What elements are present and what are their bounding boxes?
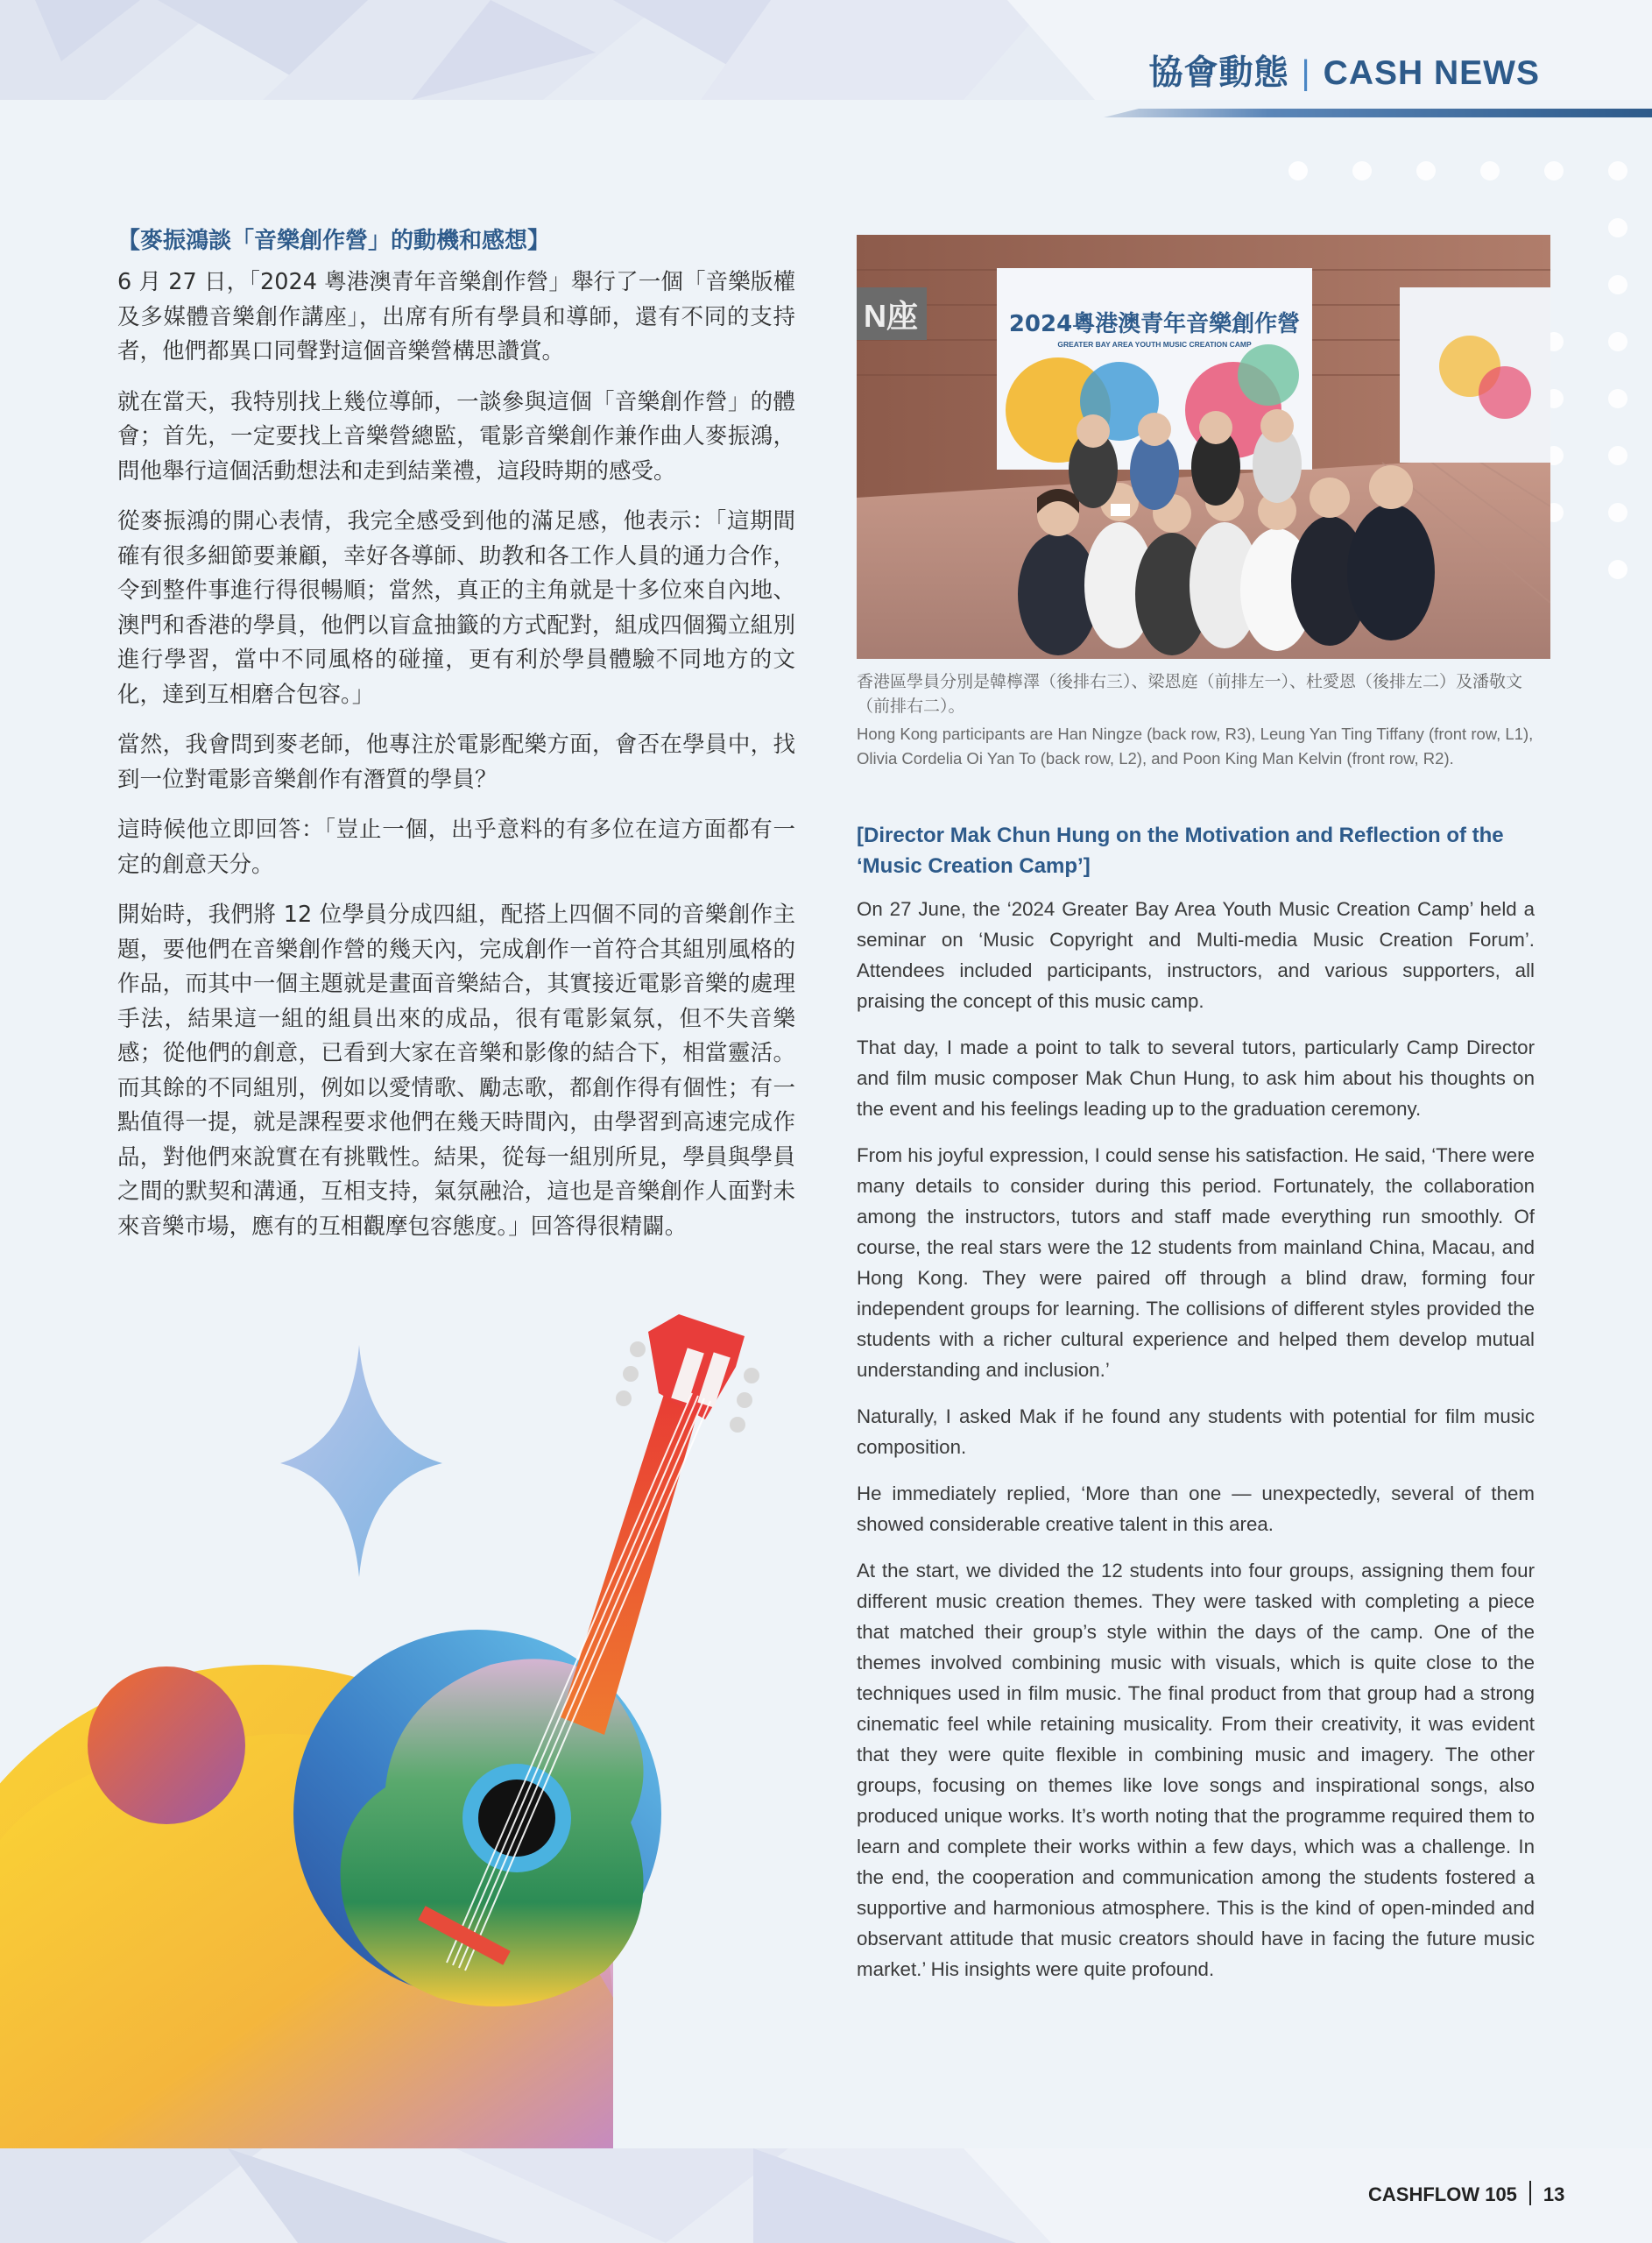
zh-paragraph: 這時候他立即回答：「豈止一個，出乎意料的有多位在這方面都有一定的創意天分。 <box>117 817 795 878</box>
magazine-name: CASHFLOW 105 <box>1368 2183 1517 2205</box>
header-title-en: CASH NEWS <box>1323 54 1540 92</box>
zh-paragraph: 6 月 27 日，「2024 粵港澳青年音樂創作營」舉行了一個「音樂版權及多媒體音樂創作講座」，出席有所有學員和導師，還有不同的支持者，他們都異口同聲對這個音樂營構思讚賞。 <box>117 269 795 364</box>
group-photo <box>857 235 1550 659</box>
en-paragraph: He immediately replied, ‘More than one — unexpectedly, several of them showed considerable creative talent in this area. <box>857 1482 1535 1535</box>
zh-paragraph: 開始時，我們將 12 位學員分成四組，配搭上四個不同的音樂創作主題，要他們在音樂創作營的幾天內，完成創作一首符合其組別風格的作品，而其中一個主題就是畫面音樂結合，其實接近電影音樂的處理手法，結果這一組的組員出來的成品，很有電影氣氛，但不失音樂感；從他們的創意，已看到大家在音樂和影像的結合下，相當靈活。而其餘的不同組別，例如以愛情歌、勵志歌，都創作得有個性；有一點值得一提，就是課程要求他們在幾天時間內，由學習到高速完成作品，對他們來說實在有挑戰性。結果，從每一組別所見，學員與學員之間的默契和溝通，互相支持，氣氛融洽，這也是音樂創作人面對未來音樂市場，應有的互相觀摩包容態度。」回答得很精闢。 <box>117 902 795 1240</box>
footer-divider <box>1529 2181 1531 2205</box>
caption-zh: 香港區學員分別是韓檸澤（後排右三）、梁恩庭（前排左一）、杜愛恩（後排左二）及潘敬文（前排右二）。 <box>857 672 1523 716</box>
chinese-article <box>117 223 795 1260</box>
zh-paragraph: 當然，我會問到麥老師，他專注於電影配樂方面，會否在學員中，找到一位對電影音樂創作有潛質的學員？ <box>117 732 795 793</box>
banner-title: 2024粵港澳青年音樂創作營 <box>1008 311 1301 337</box>
header-title-zh: 協會動態 <box>1148 54 1289 92</box>
guitar-illustration <box>0 1297 788 2155</box>
header-rule <box>1104 109 1652 117</box>
photo-caption <box>857 669 1550 771</box>
en-paragraph: On 27 June, the ‘2024 Greater Bay Area Youth Music Creation Camp’ held a seminar on ‘Music Copyright and Multi-media Music Creation Forum’. Attendees included participants, instructors, and various supporters, all praising the concept of this music camp. <box>857 898 1535 1012</box>
page-number: 13 <box>1543 2183 1565 2205</box>
zh-article-heading: 【麥振鴻談「音樂創作營」的動機和感想】 <box>117 227 551 253</box>
building-sign: N座 <box>864 298 918 334</box>
zh-paragraph: 就在當天，我特別找上幾位導師，一談參與這個「音樂創作營」的體會；首先，一定要找上音樂營總監，電影音樂創作兼作曲人麥振鴻，問他舉行這個活動想法和走到結業禮，這段時期的感受。 <box>117 388 795 485</box>
en-paragraph: That day, I made a point to talk to several tutors, particularly Camp Director and film music composer Mak Chun Hung, to ask him about his thoughts on the event and his feelings leading up to the graduation ceremony. <box>857 1037 1535 1120</box>
zh-paragraph: 從麥振鴻的開心表情，我完全感受到他的滿足感，他表示：「這期間確有很多細節要兼顧，幸好各導師、助教和各工作人員的通力合作，令到整件事進行得很暢順；當然，真正的主角就是十多位來自內地、澳門和香港的學員，他們以盲盒抽籤的方式配對，組成四個獨立組別進行學習，當中不同風格的碰撞，更有利於學員體驗不同地方的文化，達到互相磨合包容。」 <box>117 508 795 708</box>
en-paragraph: From his joyful expression, I could sense his satisfaction. He said, ‘There were many details to consider during this period. Fortunately, the collaboration among the instructors, tutors and staff made everything run smoothly. Of course, the real stars were the 12 students from mainland China, Macau, and Hong Kong. They were paired off through a blind draw, forming four independent groups for learning. The collisions of different styles provided the students with a richer cultural experience and helped them develop mutual understanding and inclusion.’ <box>857 1144 1535 1381</box>
en-paragraph: Naturally, I asked Mak if he found any students with potential for film music composition. <box>857 1405 1535 1458</box>
section-header <box>1149 46 1541 95</box>
header-separator: | <box>1301 54 1311 92</box>
page-footer <box>1368 2181 1564 2206</box>
en-paragraph: At the start, we divided the 12 students into four groups, assigning them four different music creation themes. They were tasked with completing a piece that matched their group’s style within the days of the camp. One of the themes involved combining music with visuals, which is quite close to the techniques used in film music. The final product from that group had a strong cinematic feel while retaining musicality. From their creativity, it was evident that they were quite flexible in combining music and imagery. The other groups, focusing on themes like love songs and inspirational songs, also produced unique works. It’s worth noting that the programme required them to learn and complete their works within a few days, which was a challenge. In the end, the cooperation and communication among the students fostered a supportive and harmonious atmosphere. This is the kind of open-minded and observant attitude that music creators should have in facing the future music market.’ His insights were quite profound. <box>857 1560 1535 1980</box>
caption-en: Hong Kong participants are Han Ningze (back row, R3), Leung Yan Ting Tiffany (front row, L1), Olivia Cordelia Oi Yan To (back row, L2), and Poon King Man Kelvin (front row, R2). <box>857 725 1534 768</box>
banner-subtitle: GREATER BAY AREA YOUTH MUSIC CREATION CAMP <box>1057 340 1252 349</box>
english-article <box>857 820 1535 2000</box>
en-article-heading: [Director Mak Chun Hung on the Motivation and Reflection of the ‘Music Creation Camp’] <box>857 824 1504 878</box>
